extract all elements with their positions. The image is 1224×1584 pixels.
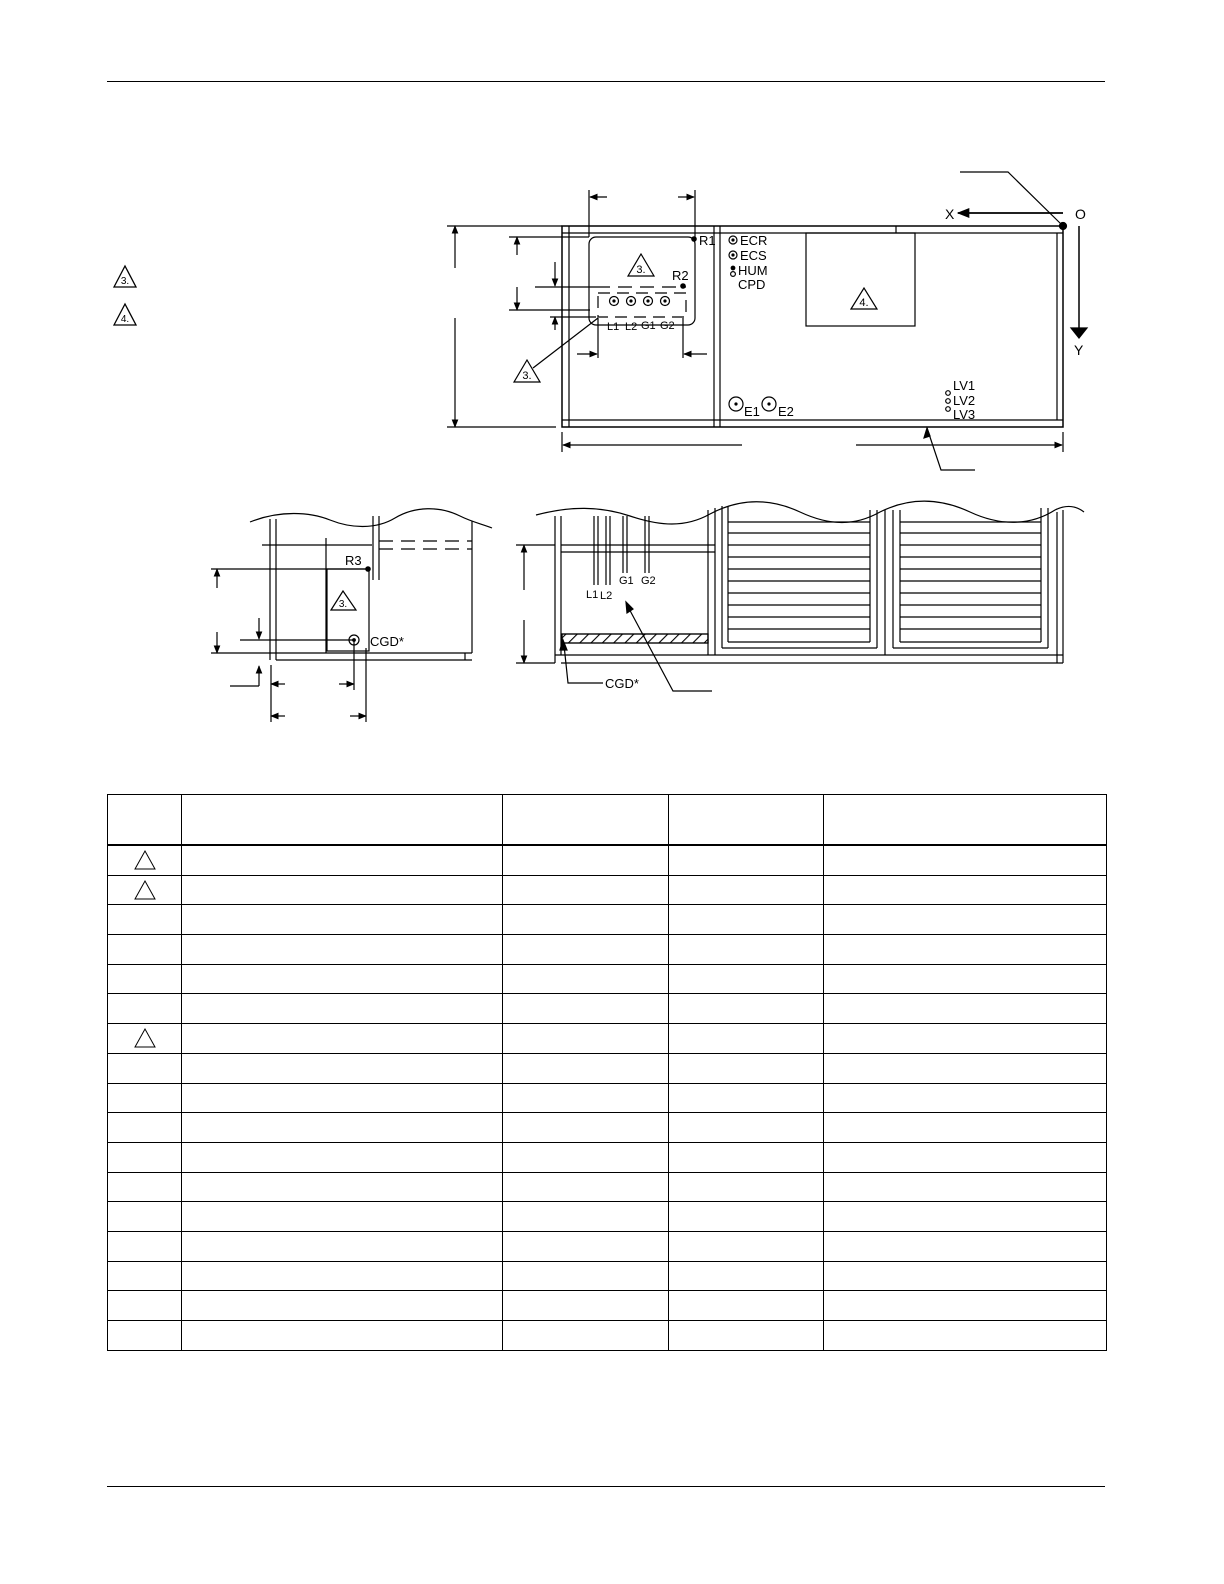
svg-text:4.: 4. bbox=[120, 314, 130, 325]
table-cell bbox=[182, 1024, 503, 1054]
table-cell bbox=[669, 1202, 824, 1232]
table-cell bbox=[824, 1321, 1107, 1351]
table-row bbox=[108, 1053, 1107, 1083]
table-cell bbox=[182, 1113, 503, 1143]
svg-text:CPD: CPD bbox=[738, 277, 766, 292]
table-cell bbox=[108, 1113, 182, 1143]
table-cell bbox=[182, 1172, 503, 1202]
table-cell bbox=[824, 1261, 1107, 1291]
svg-text:L1: L1 bbox=[586, 589, 599, 601]
table-cell bbox=[824, 1053, 1107, 1083]
table-cell bbox=[108, 845, 182, 875]
table-cell bbox=[182, 1321, 503, 1351]
table-cell bbox=[669, 875, 824, 905]
table-cell bbox=[182, 1202, 503, 1232]
table-cell bbox=[669, 905, 824, 935]
svg-text:3.: 3. bbox=[338, 599, 348, 610]
dimension-table bbox=[107, 794, 1107, 1351]
svg-text:Y: Y bbox=[1074, 342, 1084, 358]
table-cell bbox=[108, 905, 182, 935]
table-cell bbox=[503, 1231, 669, 1261]
table-cell bbox=[503, 1083, 669, 1113]
table-cell bbox=[824, 1083, 1107, 1113]
table-cell bbox=[108, 1053, 182, 1083]
table-cell bbox=[669, 1172, 824, 1202]
table-cell bbox=[108, 1202, 182, 1232]
table-cell bbox=[669, 994, 824, 1024]
table-cell bbox=[182, 994, 503, 1024]
table-header-row bbox=[108, 795, 1107, 846]
table-cell bbox=[182, 1083, 503, 1113]
table-cell bbox=[824, 905, 1107, 935]
svg-text:3.: 3. bbox=[636, 264, 646, 276]
table-cell bbox=[824, 1142, 1107, 1172]
table-cell bbox=[108, 1172, 182, 1202]
front-view bbox=[516, 501, 1084, 691]
table-row bbox=[108, 1083, 1107, 1113]
table-cell bbox=[108, 964, 182, 994]
table-cell bbox=[182, 964, 503, 994]
table-row bbox=[108, 1291, 1107, 1321]
table-cell bbox=[503, 1291, 669, 1321]
table-cell bbox=[182, 905, 503, 935]
svg-text:L2: L2 bbox=[625, 321, 638, 333]
table-cell bbox=[824, 1113, 1107, 1143]
table-cell bbox=[503, 1261, 669, 1291]
unit-dimension-drawing bbox=[0, 0, 1224, 760]
table-cell bbox=[824, 1291, 1107, 1321]
svg-text:L2: L2 bbox=[600, 590, 613, 602]
table-cell bbox=[824, 875, 1107, 905]
top-view bbox=[447, 172, 1087, 470]
svg-text:R2: R2 bbox=[672, 268, 689, 283]
svg-text:G1: G1 bbox=[619, 575, 634, 587]
svg-text:3.: 3. bbox=[522, 370, 532, 382]
table-cell bbox=[669, 1024, 824, 1054]
svg-text:4.: 4. bbox=[859, 297, 869, 309]
table-cell bbox=[182, 935, 503, 965]
table-row bbox=[108, 964, 1107, 994]
note-triangle-icon bbox=[133, 1027, 157, 1049]
y-axis-arrow bbox=[1071, 328, 1087, 338]
table-cell bbox=[182, 845, 503, 875]
svg-text:CGD*: CGD* bbox=[605, 676, 639, 691]
table-cell bbox=[669, 1113, 824, 1143]
table-cell bbox=[669, 1321, 824, 1351]
table-cell bbox=[503, 1142, 669, 1172]
note-4-area bbox=[806, 233, 915, 326]
table-cell bbox=[182, 1053, 503, 1083]
table-cell bbox=[503, 1024, 669, 1054]
table-cell bbox=[503, 964, 669, 994]
svg-text:G2: G2 bbox=[641, 575, 656, 587]
table-cell bbox=[669, 935, 824, 965]
table-row bbox=[108, 1231, 1107, 1261]
svg-text:CGD*: CGD* bbox=[370, 634, 404, 649]
table-cell bbox=[108, 1083, 182, 1113]
table-cell bbox=[108, 875, 182, 905]
svg-text:R1: R1 bbox=[699, 233, 716, 248]
table-cell bbox=[824, 1202, 1107, 1232]
table-cell bbox=[108, 1231, 182, 1261]
table-cell bbox=[669, 1291, 824, 1321]
note-triangle-icon bbox=[133, 879, 157, 901]
svg-text:X: X bbox=[945, 206, 955, 222]
table-row bbox=[108, 875, 1107, 905]
bottom-rule bbox=[107, 1486, 1105, 1487]
note-triangle-icon bbox=[133, 849, 157, 871]
table-cell bbox=[503, 875, 669, 905]
table-cell bbox=[182, 1261, 503, 1291]
table-cell bbox=[824, 1024, 1107, 1054]
table-cell bbox=[503, 994, 669, 1024]
table-row bbox=[108, 1321, 1107, 1351]
svg-text:LV1: LV1 bbox=[953, 378, 976, 393]
table-cell bbox=[824, 994, 1107, 1024]
svg-text:LV3: LV3 bbox=[953, 407, 976, 422]
table-cell bbox=[824, 935, 1107, 965]
drain-pan-hatch bbox=[562, 634, 708, 643]
table-cell bbox=[182, 1142, 503, 1172]
table-cell bbox=[108, 1261, 182, 1291]
side-view bbox=[211, 509, 492, 722]
table-cell bbox=[669, 964, 824, 994]
table-cell bbox=[824, 964, 1107, 994]
svg-text:G2: G2 bbox=[660, 320, 675, 332]
table-row bbox=[108, 1202, 1107, 1232]
table-cell bbox=[669, 1083, 824, 1113]
svg-text:O: O bbox=[1075, 206, 1086, 222]
table-cell bbox=[669, 1053, 824, 1083]
svg-text:E1: E1 bbox=[744, 404, 760, 419]
table-cell bbox=[824, 1231, 1107, 1261]
table-cell bbox=[503, 1202, 669, 1232]
table-cell bbox=[182, 1231, 503, 1261]
table-row bbox=[108, 1172, 1107, 1202]
svg-text:R3: R3 bbox=[345, 553, 362, 568]
table-cell bbox=[824, 1172, 1107, 1202]
table-cell bbox=[503, 845, 669, 875]
table-row bbox=[108, 1261, 1107, 1291]
table-row bbox=[108, 994, 1107, 1024]
svg-text:HUM: HUM bbox=[738, 263, 768, 278]
table-cell bbox=[669, 845, 824, 875]
table-cell bbox=[503, 935, 669, 965]
table-cell bbox=[669, 1231, 824, 1261]
table-cell bbox=[503, 1113, 669, 1143]
table-cell bbox=[824, 845, 1107, 875]
table-cell bbox=[182, 875, 503, 905]
svg-text:3.: 3. bbox=[120, 276, 130, 287]
table-row bbox=[108, 1142, 1107, 1172]
svg-text:ECR: ECR bbox=[740, 233, 768, 248]
table-cell bbox=[669, 1261, 824, 1291]
table-cell bbox=[503, 1172, 669, 1202]
svg-text:G1: G1 bbox=[641, 320, 656, 332]
svg-text:ECS: ECS bbox=[740, 248, 767, 263]
louver-panel-right bbox=[893, 508, 1048, 648]
table-cell bbox=[108, 1321, 182, 1351]
table-cell bbox=[503, 1053, 669, 1083]
svg-text:LV2: LV2 bbox=[953, 393, 976, 408]
table-cell bbox=[108, 935, 182, 965]
svg-text:L1: L1 bbox=[607, 321, 620, 333]
table-cell bbox=[503, 1321, 669, 1351]
table-row bbox=[108, 1024, 1107, 1054]
table-row bbox=[108, 905, 1107, 935]
table-row bbox=[108, 1113, 1107, 1143]
table-row bbox=[108, 845, 1107, 875]
table-cell bbox=[669, 1142, 824, 1172]
table-cell bbox=[108, 1024, 182, 1054]
table-cell bbox=[503, 905, 669, 935]
louver-panel-left bbox=[722, 506, 877, 648]
table-cell bbox=[108, 1142, 182, 1172]
svg-text:E2: E2 bbox=[778, 404, 794, 419]
table-cell bbox=[108, 994, 182, 1024]
table-cell bbox=[108, 1291, 182, 1321]
table-cell bbox=[182, 1291, 503, 1321]
table-row bbox=[108, 935, 1107, 965]
